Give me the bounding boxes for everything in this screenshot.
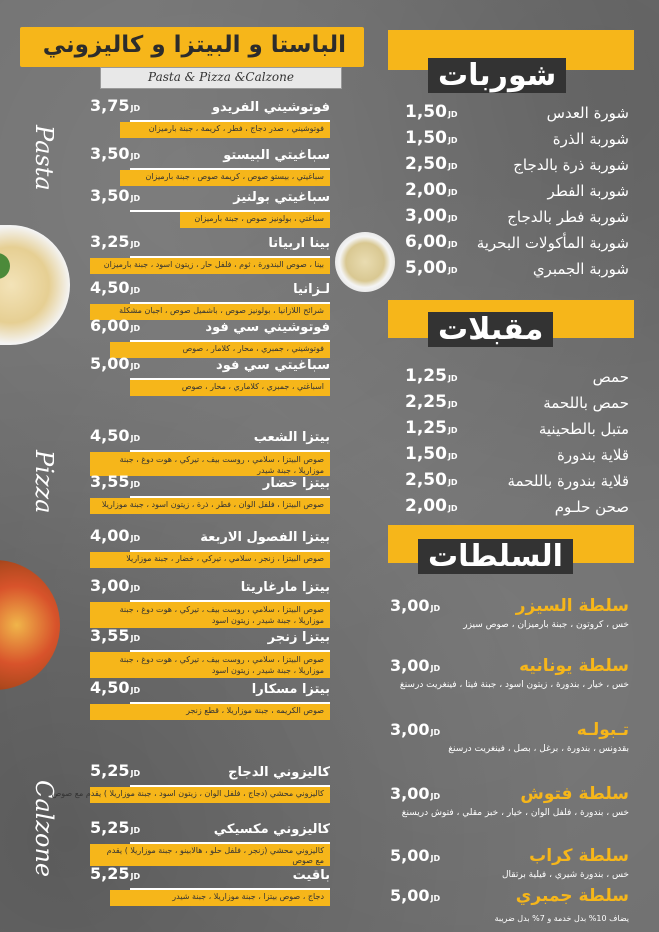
dish-name: كاليزوني الدجاج: [228, 765, 330, 780]
dish-description: اسباغتي ، جمبري ، كلاماري ، محار ، صوص: [181, 382, 324, 391]
soups-title: شوربات: [428, 58, 566, 93]
dish-name: باقيت: [292, 868, 330, 883]
item-name: شوربة الذرة: [552, 130, 629, 148]
salad-name: سلطة كراب: [529, 846, 629, 866]
pizza-item: [90, 472, 330, 516]
item-price: 2,00JD: [405, 180, 458, 200]
salad-name: سلطة السيزر: [515, 596, 629, 616]
dish-price: 3,55JD: [90, 626, 141, 645]
dish-desc-bar: [90, 704, 330, 720]
dish-price: 3,25JD: [90, 232, 141, 251]
pizza-item: [90, 576, 330, 632]
soup-item: [405, 234, 629, 256]
salads-banner: [388, 525, 634, 574]
salads-title: السلطات: [418, 539, 573, 574]
dish-description: كاليزوني محشي (زنجر ، فلفل حلو ، هالابينو ، جبنة موزاريلا ) يقدم مع صوص: [106, 846, 324, 865]
dish-name: فوتوشيني الفريدو: [211, 100, 330, 115]
dish-description: سباغيتي ، بيستو صوص ، كريمة صوص ، جبنة بارميزان: [145, 172, 324, 181]
dish-name: فوتوشيني سي فود: [205, 320, 330, 335]
pasta-plate-image: [0, 225, 70, 345]
item-price: 2,50JD: [405, 470, 458, 490]
dish-price: 3,55JD: [90, 472, 141, 491]
dish-desc-bar: [90, 552, 330, 568]
calzone-label: Calzone: [30, 780, 58, 878]
dish-name: بينا اربياتا: [268, 236, 330, 251]
soups-banner: [388, 30, 634, 93]
calzone-item: [51, 761, 330, 805]
salad-price: 5,00JD: [390, 846, 441, 865]
dish-price: 3,75JD: [90, 96, 141, 115]
dish-name: سباغيتي سي فود: [216, 358, 330, 373]
salad-price: 5,00JD: [390, 886, 441, 905]
dish-desc-bar: [90, 602, 330, 628]
appetizers-banner: [388, 300, 634, 347]
dish-description: صوص البيتزا ، سلامي ، روست بيف ، تيركي ، هوت دوغ ، جبنة موزاريلا ، جبنة شيدر ، زيتون اسود: [119, 655, 324, 675]
pizza-item: [90, 626, 330, 682]
dish-name: بيتزا الفصول الاربعة: [200, 530, 330, 545]
salad-item: [390, 596, 629, 636]
dish-desc-bar: [110, 890, 330, 906]
left-section-subtitle-box: [100, 67, 342, 89]
item-name: صحن حلـوم: [554, 498, 629, 516]
soup-item: [405, 130, 629, 152]
soup-item: [405, 104, 629, 126]
item-name: شوربة ذرة بالدجاج: [513, 156, 629, 174]
item-price: 1,25JD: [405, 366, 458, 386]
dish-desc-bar: [90, 844, 330, 866]
item-price: 6,00JD: [405, 232, 458, 252]
pasta-item: [90, 186, 330, 230]
item-name: حمص باللحمة: [543, 394, 629, 412]
dish-desc-bar: [90, 258, 330, 274]
dish-price: 5,25JD: [90, 761, 141, 780]
salad-price: 3,00JD: [390, 784, 441, 803]
appetizer-item: [405, 446, 629, 468]
dish-description: صوص الكريمه ، جبنة موزاريلا ، قطع زنجر: [186, 706, 324, 715]
dish-price: 3,00JD: [90, 576, 141, 595]
dish-name: بيتزا زنجر: [267, 630, 330, 645]
item-price: 1,50JD: [405, 444, 458, 464]
item-name: شوربة فطر بالدجاج: [507, 208, 629, 226]
item-name: شوربة المأكولات البحرية: [476, 234, 629, 252]
calzone-item: [90, 864, 330, 908]
dish-price: 6,00JD: [90, 316, 141, 335]
dish-price: 5,00JD: [90, 354, 141, 373]
item-price: 5,00JD: [405, 258, 458, 278]
dish-desc-bar: [51, 787, 330, 803]
pizza-item: [90, 678, 330, 722]
dish-desc-bar: [120, 170, 330, 186]
dish-name: لـزانيا: [293, 282, 330, 297]
dish-price: 4,50JD: [90, 678, 141, 697]
item-price: 2,50JD: [405, 154, 458, 174]
salad-description: خس ، بندورة شيري ، فيلية برتقال: [502, 870, 629, 880]
item-name: قلاية بندورة: [556, 446, 629, 464]
dish-description: سباغتي ، بولونيز صوص ، جبنة بارميزان: [194, 214, 324, 223]
item-name: متبل بالطحينية: [538, 420, 629, 438]
salad-price: 3,00JD: [390, 596, 441, 615]
dish-name: بيتزا الشعب: [253, 430, 330, 445]
pizza-item: [90, 526, 330, 570]
appetizer-item: [405, 368, 629, 390]
item-price: 1,50JD: [405, 102, 458, 122]
dish-description: بينا ، صوص البندورة ، ثوم ، فلفل حار ، زيتون اسود ، جبنة بارميزان: [103, 260, 324, 269]
pizza-label: Pizza: [30, 450, 58, 514]
dish-description: فوتوشيني ، صدر دجاج ، فطر ، كريمة ، جبنة بارميزان: [148, 124, 324, 133]
dish-description: صوص البيتزا ، فلفل الوان ، فطر ، ذرة ، زيتون اسود ، جبنة موزاريلا: [101, 500, 324, 509]
salad-description: خس ، بندورة ، فلفل الوان ، خيار ، خبز مقلي ، فتوش دريسنغ: [401, 808, 629, 818]
soup-bowl-image: [335, 232, 395, 292]
pasta-item: [90, 144, 330, 188]
dish-name: كاليزوني مكسيكي: [213, 822, 330, 837]
dish-description: فوتوشيني ، جمبري ، محار ، كلامار ، صوص: [182, 344, 324, 353]
soup-item: [405, 156, 629, 178]
salad-item: [390, 720, 629, 760]
appetizer-item: [405, 498, 629, 520]
dish-name: بيتزا خضار: [262, 476, 330, 491]
salad-name: سلطة يونانيه: [519, 656, 629, 676]
dish-price: 5,25JD: [90, 864, 141, 883]
dish-description: صوص البيتزا ، سلامي ، روست بيف ، تيركي ، هوت دوغ ، جبنة موزاريلا ، جبنة شيدر: [119, 455, 324, 475]
dish-desc-bar: [90, 498, 330, 514]
appetizer-item: [405, 472, 629, 494]
dish-desc-bar: [180, 212, 330, 228]
appetizer-item: [405, 420, 629, 442]
item-price: 3,00JD: [405, 206, 458, 226]
pasta-label: Pasta: [30, 125, 58, 191]
item-price: 1,25JD: [405, 418, 458, 438]
dish-price: 4,50JD: [90, 426, 141, 445]
tax-footnote: يضاف 10% بدل خدمة و 7% بدل ضريبة: [494, 914, 629, 923]
dish-name: بيتزا مارغاريتا: [240, 580, 330, 595]
dish-name: بيتزا مسكارا: [251, 682, 330, 697]
salad-description: بقدونس ، بندورة ، برغل ، بصل ، فينغريت درسنغ: [448, 744, 629, 754]
salad-description: خس ، خيار ، بندورة ، زيتون اسود ، جبنة فيتا ، فينغريت درسنغ: [399, 680, 629, 690]
salad-item: [390, 656, 629, 696]
salad-item: [390, 784, 629, 824]
item-name: حمص: [592, 368, 629, 386]
dish-price: 3,50JD: [90, 186, 141, 205]
dish-description: دجاج ، صوص بيتزا ، جبنة موزاريلا ، جبنة شيدر: [172, 892, 324, 901]
soup-item: [405, 208, 629, 230]
salad-item: [390, 846, 629, 886]
pasta-item: [90, 354, 330, 398]
left-section-banner: [20, 27, 364, 67]
item-price: 2,00JD: [405, 496, 458, 516]
calzone-item: [90, 818, 330, 868]
salad-description: خس ، كروتون ، جبنة بارميزان ، صوص سيزر: [463, 620, 629, 630]
dish-price: 4,50JD: [90, 278, 141, 297]
pizza-image: [0, 560, 60, 690]
item-price: 1,50JD: [405, 128, 458, 148]
dish-description: شرائح اللازانيا ، بولونيز صوص ، باشميل صوص ، اجبان مشكلة: [119, 306, 324, 315]
item-name: قلاية بندورة باللحمة: [507, 472, 629, 490]
appetizers-title: مقبلات: [428, 312, 553, 347]
salad-name: تـبولـه: [576, 720, 629, 740]
dish-description: صوص البيتزا ، سلامي ، روست بيف ، تيركي ، هوت دوغ ، جبنة موزاريلا ، جبنة شيدر ، زيتون اسود: [119, 605, 324, 625]
salad-price: 3,00JD: [390, 720, 441, 739]
salad-price: 3,00JD: [390, 656, 441, 675]
soup-item: [405, 260, 629, 282]
dish-desc-bar: [120, 122, 330, 138]
basil-garnish-image: [0, 253, 10, 279]
salad-name: سلطة فتوش: [520, 784, 629, 804]
dish-desc-bar: [90, 652, 330, 678]
item-name: شورة العدس: [546, 104, 629, 122]
dish-name: سباغيتي بولنيز: [233, 190, 330, 205]
dish-desc-bar: [110, 342, 330, 358]
dish-price: 3,50JD: [90, 144, 141, 163]
pizza-item: [90, 426, 330, 478]
salad-name: سلطة جمبري: [515, 886, 629, 906]
pasta-item: [90, 96, 330, 140]
left-section-title: الباستا و البيتزا و كاليزوني: [42, 32, 346, 58]
item-name: شوربة الجمبري: [532, 260, 629, 278]
dish-price: 5,25JD: [90, 818, 141, 837]
item-name: شوربة الفطر: [547, 182, 629, 200]
dish-desc-bar: [130, 380, 330, 396]
item-price: 2,25JD: [405, 392, 458, 412]
dish-name: سباغيتي البيستو: [223, 148, 330, 163]
pasta-item: [90, 232, 330, 276]
soup-item: [405, 182, 629, 204]
appetizer-item: [405, 394, 629, 416]
dish-description: كاليزوني محشي (دجاج ، فلفل الوان ، زيتون اسود ، جبنة موزاريلا ) يقدم مع صوص: [51, 789, 324, 798]
dish-price: 4,00JD: [90, 526, 141, 545]
dish-description: صوص البيتزا ، زنجر ، سلامي ، تيركي ، خضار ، جبنة موزاريلا: [126, 554, 324, 563]
salad-item: [390, 886, 629, 916]
left-section-subtitle: Pasta & Pizza &Calzone: [148, 70, 294, 84]
